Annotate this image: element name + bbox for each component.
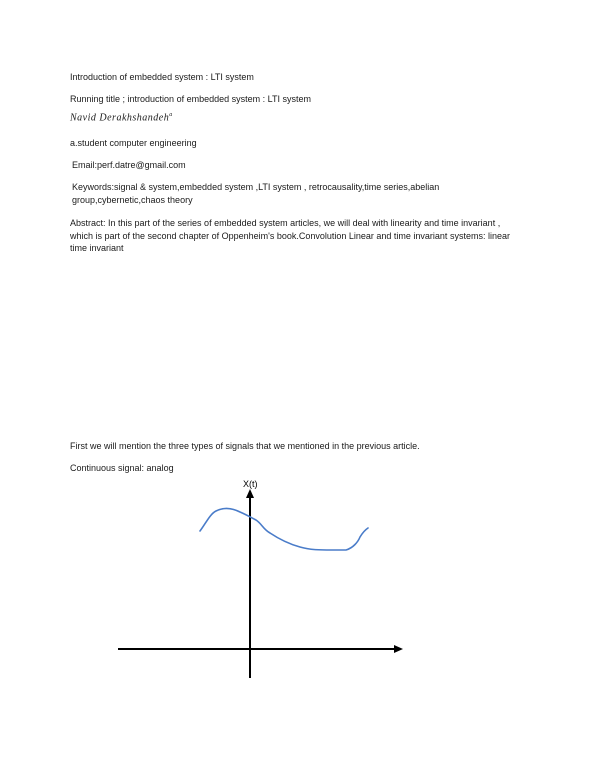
y-axis-label: X(t) [243, 479, 258, 489]
body-paragraph: First we will mention the three types of signals that we mentioned in the previous article. [70, 441, 420, 451]
keywords: Keywords:signal & system,embedded system ,LTI system , retrocausality,time series,abelian group,cybernetic,chaos theory [72, 182, 440, 205]
paper-title: Introduction of embedded system : LTI system [70, 72, 254, 82]
abstract: Abstract: In this part of the series of embedded system articles, we will deal with linearity and time invariant , which is part of the second chapter of Oppenheim's book.Convolution Linear and time invariant systems: linear time invariant [70, 218, 510, 253]
email: Email:perf.datre@gmail.com [72, 160, 186, 170]
running-title: Running title ; introduction of embedded system : LTI system [70, 94, 311, 104]
x-axis-arrowhead [394, 645, 403, 653]
author-name-text: Navid Derakhshandeh [70, 112, 170, 124]
author-affiliation-mark: a [169, 112, 173, 118]
analog-signal-curve [200, 508, 368, 550]
section-label: Continuous signal: analog [70, 463, 174, 473]
affiliation: a.student computer engineering [70, 138, 197, 148]
y-axis-arrowhead [246, 489, 254, 498]
